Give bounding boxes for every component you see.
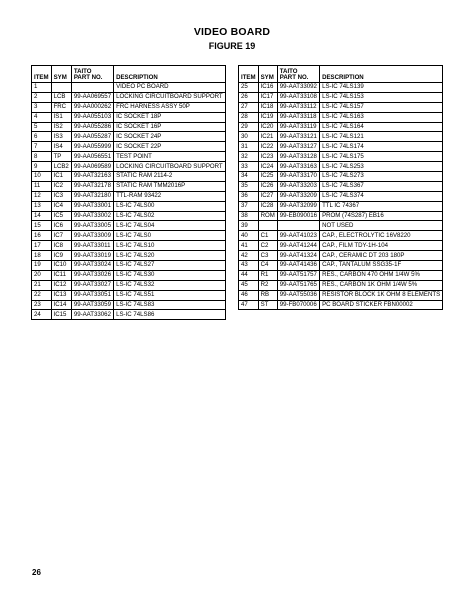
description-cell: LS-IC 74LS374 bbox=[320, 191, 443, 201]
part-number-cell: 99-AAT51757 bbox=[277, 270, 319, 280]
item-cell: 34 bbox=[239, 172, 259, 182]
item-cell: 43 bbox=[239, 261, 259, 271]
item-cell: 6 bbox=[32, 132, 52, 142]
table-row bbox=[239, 83, 443, 93]
sym-cell: ROM bbox=[258, 211, 277, 221]
table-row bbox=[239, 251, 443, 261]
parts-table-right-body bbox=[239, 83, 443, 310]
description-cell: PC BOARD STICKER FBN00002 bbox=[320, 300, 443, 310]
sym-cell: IC2 bbox=[51, 181, 71, 191]
item-cell: 41 bbox=[239, 241, 259, 251]
table-row bbox=[32, 102, 226, 112]
table-row bbox=[32, 300, 226, 310]
part-number-cell: 99-AAT33024 bbox=[71, 261, 113, 271]
part-number-cell bbox=[277, 221, 319, 231]
sym-cell: IS4 bbox=[51, 142, 71, 152]
description-cell: LS-IC 74LS273 bbox=[320, 172, 443, 182]
part-number-cell: 99-AAT33062 bbox=[71, 310, 113, 320]
table-row bbox=[239, 92, 443, 102]
part-number-cell: 99-AAT32180 bbox=[71, 191, 113, 201]
description-cell: RES., CARBON 1K OHM 1/4W 5% bbox=[320, 280, 443, 290]
table-row bbox=[239, 270, 443, 280]
description-cell: LS-IC 74LS174 bbox=[320, 142, 443, 152]
table-row bbox=[239, 231, 443, 241]
part-number-cell: 99-AA055103 bbox=[71, 112, 113, 122]
sym-cell: R1 bbox=[258, 270, 277, 280]
table-row bbox=[32, 83, 226, 93]
description-cell: CAP., ELECTROLYTIC 16V8220 bbox=[320, 231, 443, 241]
description-cell: STATIC RAM TMM2016P bbox=[114, 181, 226, 191]
sym-cell: IC11 bbox=[51, 270, 71, 280]
table-row bbox=[32, 270, 226, 280]
item-cell: 32 bbox=[239, 152, 259, 162]
sym-cell: IS1 bbox=[51, 112, 71, 122]
sym-cell: IC28 bbox=[258, 201, 277, 211]
table-row bbox=[239, 162, 443, 172]
table-row bbox=[32, 201, 226, 211]
item-cell: 24 bbox=[32, 310, 52, 320]
description-cell: CAP., TANTALUM SSG35-1F bbox=[320, 261, 443, 271]
table-row bbox=[32, 132, 226, 142]
part-number-cell: 99-AAT33019 bbox=[71, 251, 113, 261]
item-cell: 13 bbox=[32, 201, 52, 211]
sym-cell: IC18 bbox=[258, 102, 277, 112]
table-row bbox=[32, 172, 226, 182]
table-row bbox=[239, 280, 443, 290]
table-row bbox=[32, 181, 226, 191]
sym-cell: IC7 bbox=[51, 231, 71, 241]
part-number-cell: 99-AAT33027 bbox=[71, 280, 113, 290]
parts-table-right bbox=[238, 65, 443, 310]
table-row bbox=[239, 290, 443, 300]
description-cell: VIDEO PC BOARD bbox=[114, 83, 226, 93]
sym-cell: IC10 bbox=[51, 261, 71, 271]
item-cell: 9 bbox=[32, 162, 52, 172]
table-row bbox=[32, 261, 226, 271]
table-row bbox=[32, 112, 226, 122]
part-number-cell: 99-AAT51765 bbox=[277, 280, 319, 290]
description-cell: IC SOCKET 16P bbox=[114, 122, 226, 132]
part-number-cell: 99-AAT33209 bbox=[277, 191, 319, 201]
table-row bbox=[32, 142, 226, 152]
table-row bbox=[32, 251, 226, 261]
item-cell: 15 bbox=[32, 221, 52, 231]
description-cell: LS-IC 74LS163 bbox=[320, 112, 443, 122]
sym-cell: LCB bbox=[51, 92, 71, 102]
column-header-part-no-line-1: TAITO bbox=[279, 67, 298, 75]
description-cell: LS-IC 74LS20 bbox=[114, 251, 226, 261]
part-number-cell: 99-AAT33011 bbox=[71, 241, 113, 251]
item-cell: 21 bbox=[32, 280, 52, 290]
part-number-cell: 99-AAT33108 bbox=[277, 92, 319, 102]
sym-cell: IC4 bbox=[51, 201, 71, 211]
table-row bbox=[239, 181, 443, 191]
item-cell: 40 bbox=[239, 231, 259, 241]
sym-cell: IC22 bbox=[258, 142, 277, 152]
table-row bbox=[32, 241, 226, 251]
part-number-cell: 99-AAT33112 bbox=[277, 102, 319, 112]
item-cell: 30 bbox=[239, 132, 259, 142]
part-number-cell: 99-FB070006 bbox=[277, 300, 319, 310]
sym-cell: IC5 bbox=[51, 211, 71, 221]
column-header-sym: SYM bbox=[51, 66, 71, 83]
item-cell: 2 bbox=[32, 92, 52, 102]
parts-table-left-body bbox=[32, 83, 226, 320]
part-number-cell bbox=[71, 83, 113, 93]
sym-cell: IC8 bbox=[51, 241, 71, 251]
table-row bbox=[32, 152, 226, 162]
item-cell: 44 bbox=[239, 270, 259, 280]
sym-cell: C1 bbox=[258, 231, 277, 241]
description-cell: LS-IC 74LS32 bbox=[114, 280, 226, 290]
column-header-part-no-line-2: PART NO. bbox=[279, 73, 309, 81]
sym-cell: RB bbox=[258, 290, 277, 300]
table-row bbox=[239, 201, 443, 211]
sym-cell: IC17 bbox=[258, 92, 277, 102]
part-number-cell: 99-AAT33118 bbox=[277, 112, 319, 122]
description-cell: STATIC RAM 2114-2 bbox=[114, 172, 226, 182]
part-number-cell: 99-AAT32178 bbox=[71, 181, 113, 191]
part-number-cell: 99-AAT33121 bbox=[277, 132, 319, 142]
sym-cell: IC19 bbox=[258, 112, 277, 122]
description-cell: LS-IC 74LS164 bbox=[320, 122, 443, 132]
description-cell: IC SOCKET 24P bbox=[114, 132, 226, 142]
part-number-cell: 99-AAT33009 bbox=[71, 231, 113, 241]
description-cell: CAP., CERAMIC DT 203 180P bbox=[320, 251, 443, 261]
item-cell: 8 bbox=[32, 152, 52, 162]
description-cell: LOCKING CIRCUITBOARD SUPPORT bbox=[114, 162, 226, 172]
description-cell: LS-IC 74LS175 bbox=[320, 152, 443, 162]
part-number-cell: 99-AAT33119 bbox=[277, 122, 319, 132]
part-number-cell: 99-AAT33127 bbox=[277, 142, 319, 152]
parts-table-left bbox=[31, 65, 226, 320]
table-row bbox=[239, 221, 443, 231]
description-cell: LS-IC 74LS139 bbox=[320, 83, 443, 93]
description-cell: LS-IC 74LS153 bbox=[320, 92, 443, 102]
sym-cell: IC1 bbox=[51, 172, 71, 182]
description-cell: PROM (74S287) EB16 bbox=[320, 211, 443, 221]
part-number-cell: 99-AAT33170 bbox=[277, 172, 319, 182]
sym-cell: IC12 bbox=[51, 280, 71, 290]
table-row bbox=[239, 261, 443, 271]
description-cell: LS-IC 74LS86 bbox=[114, 310, 226, 320]
item-cell: 11 bbox=[32, 181, 52, 191]
column-header-item: ITEM bbox=[239, 66, 259, 83]
sym-cell: IC6 bbox=[51, 221, 71, 231]
part-number-cell: 99-AAT41324 bbox=[277, 251, 319, 261]
item-cell: 12 bbox=[32, 191, 52, 201]
sym-cell: IC15 bbox=[51, 310, 71, 320]
sym-cell bbox=[51, 83, 71, 93]
column-header-part-no-line-2: PART NO. bbox=[73, 73, 103, 81]
description-cell: LS-IC 74LS00 bbox=[114, 201, 226, 211]
column-header-item: ITEM bbox=[32, 66, 52, 83]
description-cell: TEST POINT bbox=[114, 152, 226, 162]
table-row bbox=[239, 300, 443, 310]
item-cell: 47 bbox=[239, 300, 259, 310]
item-cell: 45 bbox=[239, 280, 259, 290]
table-row bbox=[32, 191, 226, 201]
page-number: 26 bbox=[32, 568, 41, 577]
item-cell: 26 bbox=[239, 92, 259, 102]
part-number-cell: 99-AAT32099 bbox=[277, 201, 319, 211]
part-number-cell: 99-EB090016 bbox=[277, 211, 319, 221]
sym-cell: IC24 bbox=[258, 162, 277, 172]
description-cell: LS-IC 74LS121 bbox=[320, 132, 443, 142]
part-number-cell: 99-AAT32163 bbox=[71, 172, 113, 182]
item-cell: 28 bbox=[239, 112, 259, 122]
item-cell: 35 bbox=[239, 181, 259, 191]
description-cell: IC SOCKET 22P bbox=[114, 142, 226, 152]
sym-cell: FRC bbox=[51, 102, 71, 112]
item-cell: 31 bbox=[239, 142, 259, 152]
table-row bbox=[239, 132, 443, 142]
sym-cell: IS3 bbox=[51, 132, 71, 142]
table-row bbox=[239, 102, 443, 112]
sym-cell: IC14 bbox=[51, 300, 71, 310]
item-cell: 27 bbox=[239, 102, 259, 112]
description-cell: LS-IC 74LS83 bbox=[114, 300, 226, 310]
sym-cell: C2 bbox=[258, 241, 277, 251]
description-cell: LS-IC 74LS30 bbox=[114, 270, 226, 280]
description-cell: TTL IC 74367 bbox=[320, 201, 443, 211]
item-cell: 3 bbox=[32, 102, 52, 112]
part-number-cell: 99-AA056551 bbox=[71, 152, 113, 162]
table-row bbox=[239, 241, 443, 251]
sym-cell: R2 bbox=[258, 280, 277, 290]
description-cell: LS-IC 74LS02 bbox=[114, 211, 226, 221]
item-cell: 4 bbox=[32, 112, 52, 122]
column-header-description: DESCRIPTION bbox=[320, 66, 443, 83]
table-row bbox=[239, 142, 443, 152]
description-cell: CAP., FILM TDY-1H-104 bbox=[320, 241, 443, 251]
part-number-cell: 99-AAT33002 bbox=[71, 211, 113, 221]
part-number-cell: 99-AAT33128 bbox=[277, 152, 319, 162]
sym-cell: IC26 bbox=[258, 181, 277, 191]
item-cell: 42 bbox=[239, 251, 259, 261]
item-cell: 10 bbox=[32, 172, 52, 182]
item-cell: 36 bbox=[239, 191, 259, 201]
column-header-part-no bbox=[71, 66, 113, 83]
item-cell: 29 bbox=[239, 122, 259, 132]
table-row bbox=[32, 122, 226, 132]
part-number-cell: 99-AA069557 bbox=[71, 92, 113, 102]
sym-cell bbox=[258, 221, 277, 231]
sym-cell: IC23 bbox=[258, 152, 277, 162]
table-row bbox=[32, 280, 226, 290]
table-header-row bbox=[32, 66, 226, 83]
description-cell: LS-IC 74LS27 bbox=[114, 261, 226, 271]
part-number-cell: 99-AAT33059 bbox=[71, 300, 113, 310]
sym-cell: IC3 bbox=[51, 191, 71, 201]
part-number-cell: 99-AA055286 bbox=[71, 122, 113, 132]
sym-cell: IC25 bbox=[258, 172, 277, 182]
item-cell: 5 bbox=[32, 122, 52, 132]
table-row bbox=[32, 221, 226, 231]
description-cell: LS-IC 74LS04 bbox=[114, 221, 226, 231]
description-cell: RES., CARBON 470 OHM 1/4W 5% bbox=[320, 270, 443, 280]
column-header-part-no-line-1: TAITO bbox=[73, 67, 92, 75]
part-number-cell: 99-AAT41436 bbox=[277, 261, 319, 271]
part-number-cell: 99-AAT33051 bbox=[71, 290, 113, 300]
part-number-cell: 99-AA055999 bbox=[71, 142, 113, 152]
table-row bbox=[239, 211, 443, 221]
item-cell: 17 bbox=[32, 241, 52, 251]
item-cell: 46 bbox=[239, 290, 259, 300]
part-number-cell: 99-AAT33026 bbox=[71, 270, 113, 280]
description-cell: LS-IC 74LS10 bbox=[114, 241, 226, 251]
description-cell: RESISTOR BLOCK 1K OHM 8 ELEMENTS bbox=[320, 290, 443, 300]
sym-cell: LCB2 bbox=[51, 162, 71, 172]
sym-cell: ST bbox=[258, 300, 277, 310]
description-cell: NOT USED bbox=[320, 221, 443, 231]
sym-cell: IC16 bbox=[258, 83, 277, 93]
sym-cell: IC20 bbox=[258, 122, 277, 132]
column-header-description: DESCRIPTION bbox=[114, 66, 226, 83]
item-cell: 22 bbox=[32, 290, 52, 300]
description-cell: LS-IC 74LS51 bbox=[114, 290, 226, 300]
table-row bbox=[239, 191, 443, 201]
description-cell: LS-IC 74LS157 bbox=[320, 102, 443, 112]
table-row bbox=[239, 172, 443, 182]
part-number-cell: 99-AAT41023 bbox=[277, 231, 319, 241]
table-row bbox=[32, 162, 226, 172]
table-row bbox=[239, 122, 443, 132]
description-cell: LOCKING CIRCUITBOARD SUPPORT bbox=[114, 92, 226, 102]
item-cell: 25 bbox=[239, 83, 259, 93]
item-cell: 20 bbox=[32, 270, 52, 280]
table-row bbox=[239, 112, 443, 122]
item-cell: 1 bbox=[32, 83, 52, 93]
part-number-cell: 99-AA055287 bbox=[71, 132, 113, 142]
description-cell: IC SOCKET 18P bbox=[114, 112, 226, 122]
description-cell: LS-IC 74LS367 bbox=[320, 181, 443, 191]
description-cell: TTL-RAM 93422 bbox=[114, 191, 226, 201]
item-cell: 7 bbox=[32, 142, 52, 152]
item-cell: 38 bbox=[239, 211, 259, 221]
table-header-row bbox=[239, 66, 443, 83]
sym-cell: IC9 bbox=[51, 251, 71, 261]
part-number-cell: 99-AAT33005 bbox=[71, 221, 113, 231]
item-cell: 14 bbox=[32, 211, 52, 221]
sym-cell: TP bbox=[51, 152, 71, 162]
sym-cell: IC13 bbox=[51, 290, 71, 300]
table-row bbox=[32, 310, 226, 320]
item-cell: 33 bbox=[239, 162, 259, 172]
item-cell: 39 bbox=[239, 221, 259, 231]
item-cell: 23 bbox=[32, 300, 52, 310]
table-row bbox=[32, 231, 226, 241]
item-cell: 37 bbox=[239, 201, 259, 211]
page-title: VIDEO BOARD bbox=[193, 26, 271, 38]
column-header-part-no bbox=[277, 66, 319, 83]
sym-cell: IS2 bbox=[51, 122, 71, 132]
item-cell: 19 bbox=[32, 261, 52, 271]
description-cell: LS-IC 74LS253 bbox=[320, 162, 443, 172]
table-row bbox=[32, 211, 226, 221]
sym-cell: C4 bbox=[258, 261, 277, 271]
figure-label: FIGURE 19 bbox=[208, 41, 256, 51]
item-cell: 18 bbox=[32, 251, 52, 261]
part-number-cell: 99-AA069589 bbox=[71, 162, 113, 172]
sym-cell: IC27 bbox=[258, 191, 277, 201]
table-row bbox=[239, 152, 443, 162]
column-header-sym: SYM bbox=[258, 66, 277, 83]
sym-cell: IC21 bbox=[258, 132, 277, 142]
part-number-cell: 99-AAT33163 bbox=[277, 162, 319, 172]
part-number-cell: 99-AA000262 bbox=[71, 102, 113, 112]
part-number-cell: 99-AAT33092 bbox=[277, 83, 319, 93]
part-number-cell: 99-AAT33203 bbox=[277, 181, 319, 191]
description-cell: LS-IC 74LS0 bbox=[114, 231, 226, 241]
table-row bbox=[32, 92, 226, 102]
part-number-cell: 99-AAT55036 bbox=[277, 290, 319, 300]
item-cell: 16 bbox=[32, 231, 52, 241]
part-number-cell: 99-AAT41244 bbox=[277, 241, 319, 251]
sym-cell: C3 bbox=[258, 251, 277, 261]
description-cell: FRC HARNESS ASSY 50P bbox=[114, 102, 226, 112]
part-number-cell: 99-AAT33001 bbox=[71, 201, 113, 211]
table-row bbox=[32, 290, 226, 300]
